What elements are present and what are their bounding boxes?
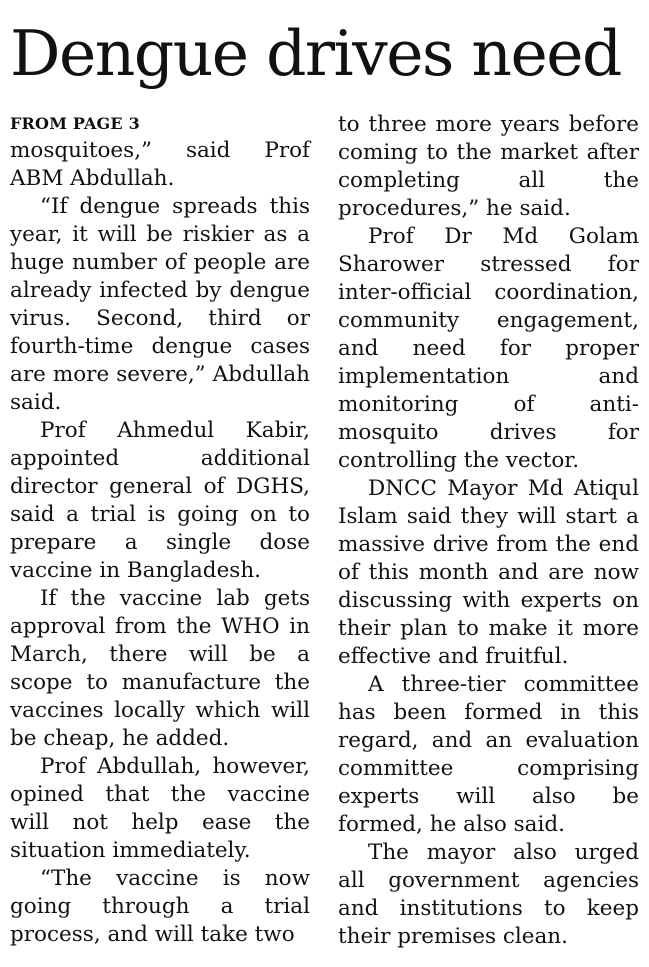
paragraph: to three more years before coming to the market after completing all the procedures,” he said. xyxy=(338,112,639,221)
paragraph: “If dengue spreads this year, it will be riskier as a huge number of people are already infected by dengue virus. Second, third or fourth-time dengue cases are more severe,” Abdullah said. xyxy=(10,194,310,415)
paragraph: Prof Abdullah, however, opined that the vaccine will not help ease the situation immediately. xyxy=(10,754,310,863)
paragraph: Prof Ahmedul Kabir, appointed additional director general of DGHS, said a trial is going on to prepare a single dose vaccine in Bangladesh. xyxy=(10,418,310,583)
paragraph: mosquitoes,” said Prof ABM Abdullah. xyxy=(10,138,310,191)
article-column-left xyxy=(10,111,310,949)
headline: Dengue drives need xyxy=(10,17,621,90)
paragraph: The mayor also urged all government agencies and institutions to keep their premises clean. xyxy=(338,840,639,949)
kicker: FROM PAGE 3 xyxy=(10,114,140,133)
paragraph: “The vaccine is now going through a trial process, and will take two xyxy=(10,866,310,947)
paragraph: A three-tier committee has been formed in this regard, and an evaluation committee comprising experts will also be formed, he also said. xyxy=(338,672,639,837)
paragraph: DNCC Mayor Md Atiqul Islam said they will start a massive drive from the end of this month and are now discussing with experts on their plan to make it more effective and fruitful. xyxy=(338,476,639,669)
paragraph: If the vaccine lab gets approval from the WHO in March, there will be a scope to manufacture the vaccines locally which will be cheap, he added. xyxy=(10,586,310,751)
paragraph: Prof Dr Md Golam Sharower stressed for inter-official coordination, community engagement, and need for proper implementation and monitoring of anti-mosquito drives for controlling the vector. xyxy=(338,224,639,473)
article-column-right xyxy=(338,111,639,951)
